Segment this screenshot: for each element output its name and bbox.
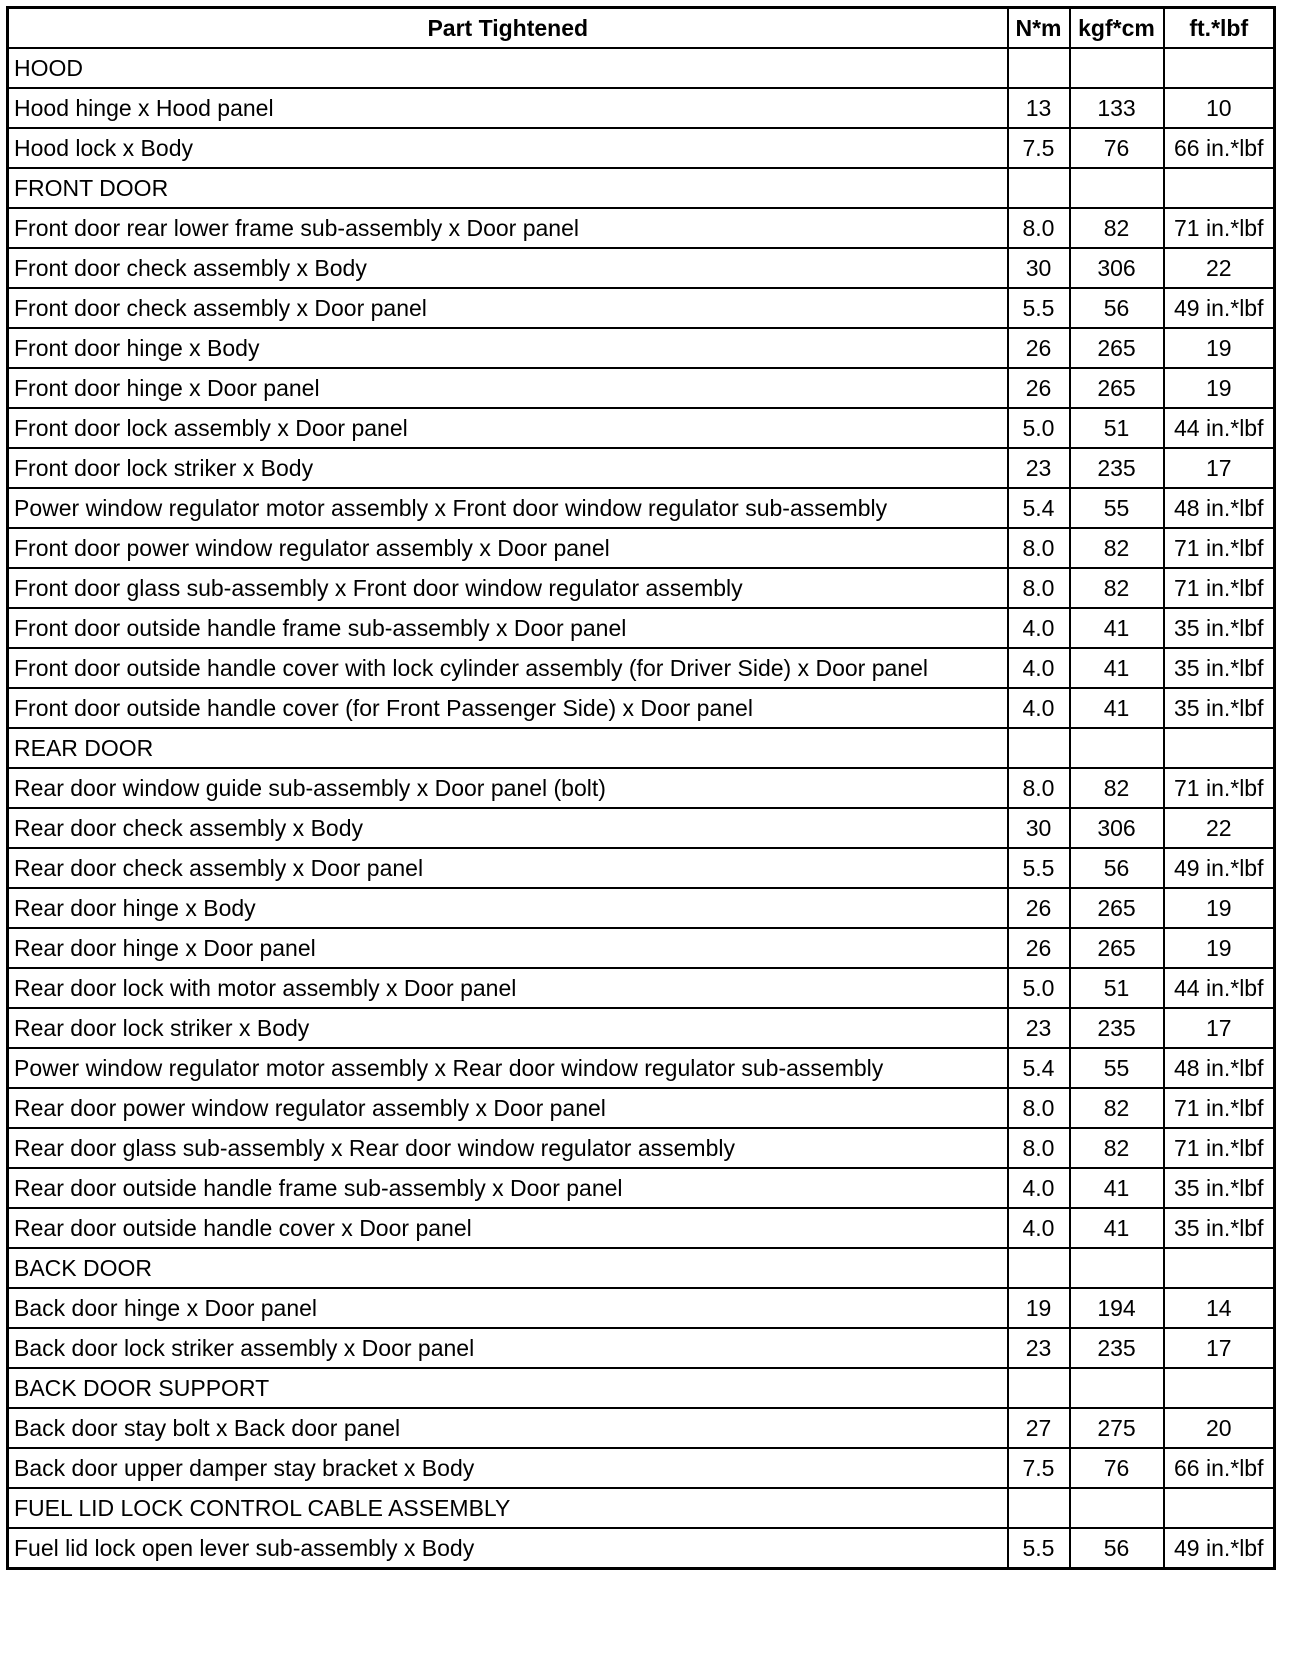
nm-value-cell: 8.0 [1008, 208, 1070, 248]
table-row [8, 1328, 1275, 1368]
nm-value-cell: 4.0 [1008, 608, 1070, 648]
nm-value-cell: 5.5 [1008, 1528, 1070, 1569]
table-row [8, 1008, 1275, 1048]
table-row [8, 288, 1275, 328]
nm-value-cell: 5.4 [1008, 488, 1070, 528]
nm-value-cell: 4.0 [1008, 1208, 1070, 1248]
ft-lbf-value-cell: 44 in.*lbf [1164, 408, 1275, 448]
ft-lbf-value-cell: 49 in.*lbf [1164, 288, 1275, 328]
kgf-cm-value-cell: 235 [1070, 1008, 1164, 1048]
torque-specification-table [6, 6, 1276, 1570]
part-cell: Back door hinge x Door panel [8, 1288, 1008, 1328]
kgf-cm-value-cell: 275 [1070, 1408, 1164, 1448]
ft-lbf-value-cell: 35 in.*lbf [1164, 1168, 1275, 1208]
ft-lbf-value-cell [1164, 728, 1275, 768]
ft-lbf-value-cell: 17 [1164, 1008, 1275, 1048]
ft-lbf-value-cell [1164, 48, 1275, 88]
part-cell: Rear door hinge x Door panel [8, 928, 1008, 968]
kgf-cm-value-cell: 56 [1070, 1528, 1164, 1569]
nm-value-cell: 7.5 [1008, 1448, 1070, 1488]
table-row [8, 408, 1275, 448]
nm-value-cell: 8.0 [1008, 528, 1070, 568]
ft-lbf-value-cell: 49 in.*lbf [1164, 848, 1275, 888]
ft-lbf-value-cell: 71 in.*lbf [1164, 1088, 1275, 1128]
kgf-cm-value-cell: 235 [1070, 448, 1164, 488]
kgf-cm-value-cell: 235 [1070, 1328, 1164, 1368]
ft-lbf-value-cell: 22 [1164, 248, 1275, 288]
kgf-cm-value-cell: 51 [1070, 968, 1164, 1008]
table-row [8, 88, 1275, 128]
kgf-cm-value-cell [1070, 728, 1164, 768]
kgf-cm-value-cell: 41 [1070, 648, 1164, 688]
ft-lbf-value-cell: 19 [1164, 328, 1275, 368]
ft-lbf-value-cell [1164, 1248, 1275, 1288]
table-body [8, 48, 1275, 1569]
kgf-cm-value-cell: 82 [1070, 1088, 1164, 1128]
ft-lbf-value-cell: 14 [1164, 1288, 1275, 1328]
part-cell: Rear door check assembly x Body [8, 808, 1008, 848]
ft-lbf-value-cell: 71 in.*lbf [1164, 208, 1275, 248]
part-cell: Front door check assembly x Door panel [8, 288, 1008, 328]
part-cell: Rear door outside handle cover x Door panel [8, 1208, 1008, 1248]
table-row [8, 528, 1275, 568]
part-cell: Power window regulator motor assembly x Rear door window regulator sub-assembly [8, 1048, 1008, 1088]
ft-lbf-value-cell: 19 [1164, 368, 1275, 408]
nm-value-cell: 27 [1008, 1408, 1070, 1448]
nm-value-cell: 5.5 [1008, 288, 1070, 328]
part-cell: Rear door power window regulator assembly x Door panel [8, 1088, 1008, 1128]
ft-lbf-value-cell: 35 in.*lbf [1164, 608, 1275, 648]
table-row [8, 968, 1275, 1008]
nm-value-cell: 8.0 [1008, 768, 1070, 808]
ft-lbf-value-cell: 44 in.*lbf [1164, 968, 1275, 1008]
kgf-cm-value-cell: 51 [1070, 408, 1164, 448]
nm-value-cell: 8.0 [1008, 1088, 1070, 1128]
part-cell: Back door lock striker assembly x Door panel [8, 1328, 1008, 1368]
part-cell: BACK DOOR [8, 1248, 1008, 1288]
nm-value-cell: 5.0 [1008, 408, 1070, 448]
table-row [8, 768, 1275, 808]
table-row [8, 848, 1275, 888]
part-cell: Back door upper damper stay bracket x Body [8, 1448, 1008, 1488]
nm-value-cell: 19 [1008, 1288, 1070, 1328]
ft-lbf-value-cell: 35 in.*lbf [1164, 1208, 1275, 1248]
kgf-cm-value-cell: 306 [1070, 808, 1164, 848]
ft-lbf-value-cell: 17 [1164, 448, 1275, 488]
table-row [8, 1408, 1275, 1448]
nm-value-cell: 23 [1008, 1008, 1070, 1048]
kgf-cm-value-cell [1070, 1488, 1164, 1528]
nm-value-cell: 5.4 [1008, 1048, 1070, 1088]
nm-value-cell [1008, 1248, 1070, 1288]
nm-value-cell: 4.0 [1008, 1168, 1070, 1208]
kgf-cm-value-cell: 41 [1070, 1208, 1164, 1248]
table-row [8, 1168, 1275, 1208]
part-cell: Front door hinge x Door panel [8, 368, 1008, 408]
part-cell: Rear door hinge x Body [8, 888, 1008, 928]
kgf-cm-value-cell: 41 [1070, 688, 1164, 728]
nm-value-cell: 26 [1008, 888, 1070, 928]
section-header-row [8, 728, 1275, 768]
table-row [8, 208, 1275, 248]
table-row [8, 128, 1275, 168]
table-row [8, 1088, 1275, 1128]
kgf-cm-value-cell: 82 [1070, 528, 1164, 568]
kgf-cm-value-cell: 56 [1070, 848, 1164, 888]
part-cell: Rear door outside handle frame sub-assembly x Door panel [8, 1168, 1008, 1208]
kgf-cm-value-cell: 306 [1070, 248, 1164, 288]
section-header-row [8, 48, 1275, 88]
kgf-cm-value-cell [1070, 48, 1164, 88]
kgf-cm-value-cell: 265 [1070, 888, 1164, 928]
nm-value-cell: 26 [1008, 368, 1070, 408]
table-row [8, 368, 1275, 408]
nm-value-cell [1008, 1368, 1070, 1408]
part-cell: Back door stay bolt x Back door panel [8, 1408, 1008, 1448]
table-row [8, 328, 1275, 368]
header-ft-lbf: ft.*lbf [1164, 8, 1275, 49]
nm-value-cell [1008, 48, 1070, 88]
kgf-cm-value-cell: 133 [1070, 88, 1164, 128]
part-cell: FUEL LID LOCK CONTROL CABLE ASSEMBLY [8, 1488, 1008, 1528]
kgf-cm-value-cell: 41 [1070, 1168, 1164, 1208]
table-row [8, 928, 1275, 968]
table-row [8, 448, 1275, 488]
part-cell: Rear door glass sub-assembly x Rear door window regulator assembly [8, 1128, 1008, 1168]
table-row [8, 1288, 1275, 1328]
nm-value-cell: 13 [1008, 88, 1070, 128]
table-row [8, 488, 1275, 528]
kgf-cm-value-cell [1070, 1368, 1164, 1408]
kgf-cm-value-cell: 41 [1070, 608, 1164, 648]
part-cell: Front door power window regulator assembly x Door panel [8, 528, 1008, 568]
nm-value-cell: 30 [1008, 248, 1070, 288]
part-cell: BACK DOOR SUPPORT [8, 1368, 1008, 1408]
nm-value-cell: 4.0 [1008, 648, 1070, 688]
kgf-cm-value-cell: 76 [1070, 1448, 1164, 1488]
section-header-row [8, 1488, 1275, 1528]
ft-lbf-value-cell: 22 [1164, 808, 1275, 848]
header-part-tightened: Part Tightened [8, 8, 1008, 49]
nm-value-cell: 4.0 [1008, 688, 1070, 728]
table-row [8, 248, 1275, 288]
ft-lbf-value-cell: 71 in.*lbf [1164, 768, 1275, 808]
kgf-cm-value-cell [1070, 168, 1164, 208]
table-row [8, 888, 1275, 928]
kgf-cm-value-cell [1070, 1248, 1164, 1288]
table-row [8, 808, 1275, 848]
table-row [8, 568, 1275, 608]
part-cell: Rear door check assembly x Door panel [8, 848, 1008, 888]
ft-lbf-value-cell: 35 in.*lbf [1164, 648, 1275, 688]
ft-lbf-value-cell: 48 in.*lbf [1164, 488, 1275, 528]
table-row [8, 608, 1275, 648]
ft-lbf-value-cell: 71 in.*lbf [1164, 568, 1275, 608]
part-cell: Front door lock striker x Body [8, 448, 1008, 488]
kgf-cm-value-cell: 265 [1070, 928, 1164, 968]
nm-value-cell: 30 [1008, 808, 1070, 848]
ft-lbf-value-cell: 19 [1164, 888, 1275, 928]
kgf-cm-value-cell: 55 [1070, 488, 1164, 528]
table-row [8, 1048, 1275, 1088]
part-cell: Rear door window guide sub-assembly x Door panel (bolt) [8, 768, 1008, 808]
kgf-cm-value-cell: 82 [1070, 208, 1164, 248]
part-cell: Hood hinge x Hood panel [8, 88, 1008, 128]
nm-value-cell [1008, 168, 1070, 208]
section-header-row [8, 1368, 1275, 1408]
ft-lbf-value-cell: 19 [1164, 928, 1275, 968]
kgf-cm-value-cell: 265 [1070, 328, 1164, 368]
nm-value-cell: 26 [1008, 928, 1070, 968]
ft-lbf-value-cell: 49 in.*lbf [1164, 1528, 1275, 1569]
part-cell: HOOD [8, 48, 1008, 88]
ft-lbf-value-cell: 10 [1164, 88, 1275, 128]
part-cell: Front door outside handle cover with lock cylinder assembly (for Driver Side) x Door panel [8, 648, 1008, 688]
nm-value-cell: 23 [1008, 1328, 1070, 1368]
kgf-cm-value-cell: 76 [1070, 128, 1164, 168]
kgf-cm-value-cell: 82 [1070, 768, 1164, 808]
ft-lbf-value-cell: 48 in.*lbf [1164, 1048, 1275, 1088]
nm-value-cell: 7.5 [1008, 128, 1070, 168]
nm-value-cell [1008, 1488, 1070, 1528]
table-row [8, 1528, 1275, 1569]
kgf-cm-value-cell: 56 [1070, 288, 1164, 328]
table-row [8, 688, 1275, 728]
part-cell: Front door rear lower frame sub-assembly x Door panel [8, 208, 1008, 248]
table-row [8, 1208, 1275, 1248]
nm-value-cell: 5.0 [1008, 968, 1070, 1008]
part-cell: Power window regulator motor assembly x Front door window regulator sub-assembly [8, 488, 1008, 528]
part-cell: Rear door lock striker x Body [8, 1008, 1008, 1048]
kgf-cm-value-cell: 82 [1070, 1128, 1164, 1168]
kgf-cm-value-cell: 55 [1070, 1048, 1164, 1088]
ft-lbf-value-cell: 66 in.*lbf [1164, 1448, 1275, 1488]
kgf-cm-value-cell: 82 [1070, 568, 1164, 608]
part-cell: Front door outside handle cover (for Front Passenger Side) x Door panel [8, 688, 1008, 728]
ft-lbf-value-cell: 35 in.*lbf [1164, 688, 1275, 728]
part-cell: Hood lock x Body [8, 128, 1008, 168]
ft-lbf-value-cell: 71 in.*lbf [1164, 1128, 1275, 1168]
table-row [8, 1128, 1275, 1168]
nm-value-cell: 8.0 [1008, 568, 1070, 608]
part-cell: Rear door lock with motor assembly x Door panel [8, 968, 1008, 1008]
ft-lbf-value-cell: 17 [1164, 1328, 1275, 1368]
nm-value-cell: 26 [1008, 328, 1070, 368]
part-cell: Front door glass sub-assembly x Front door window regulator assembly [8, 568, 1008, 608]
part-cell: FRONT DOOR [8, 168, 1008, 208]
table-row [8, 648, 1275, 688]
kgf-cm-value-cell: 265 [1070, 368, 1164, 408]
nm-value-cell [1008, 728, 1070, 768]
nm-value-cell: 5.5 [1008, 848, 1070, 888]
ft-lbf-value-cell: 20 [1164, 1408, 1275, 1448]
table-row [8, 1448, 1275, 1488]
part-cell: Front door hinge x Body [8, 328, 1008, 368]
part-cell: Front door outside handle frame sub-assembly x Door panel [8, 608, 1008, 648]
part-cell: Front door lock assembly x Door panel [8, 408, 1008, 448]
nm-value-cell: 23 [1008, 448, 1070, 488]
part-cell: REAR DOOR [8, 728, 1008, 768]
ft-lbf-value-cell [1164, 1368, 1275, 1408]
header-nm: N*m [1008, 8, 1070, 49]
ft-lbf-value-cell [1164, 1488, 1275, 1528]
section-header-row [8, 168, 1275, 208]
nm-value-cell: 8.0 [1008, 1128, 1070, 1168]
header-kgf-cm: kgf*cm [1070, 8, 1164, 49]
kgf-cm-value-cell: 194 [1070, 1288, 1164, 1328]
table-header-row [8, 8, 1275, 49]
ft-lbf-value-cell: 66 in.*lbf [1164, 128, 1275, 168]
part-cell: Fuel lid lock open lever sub-assembly x Body [8, 1528, 1008, 1569]
ft-lbf-value-cell [1164, 168, 1275, 208]
ft-lbf-value-cell: 71 in.*lbf [1164, 528, 1275, 568]
section-header-row [8, 1248, 1275, 1288]
part-cell: Front door check assembly x Body [8, 248, 1008, 288]
